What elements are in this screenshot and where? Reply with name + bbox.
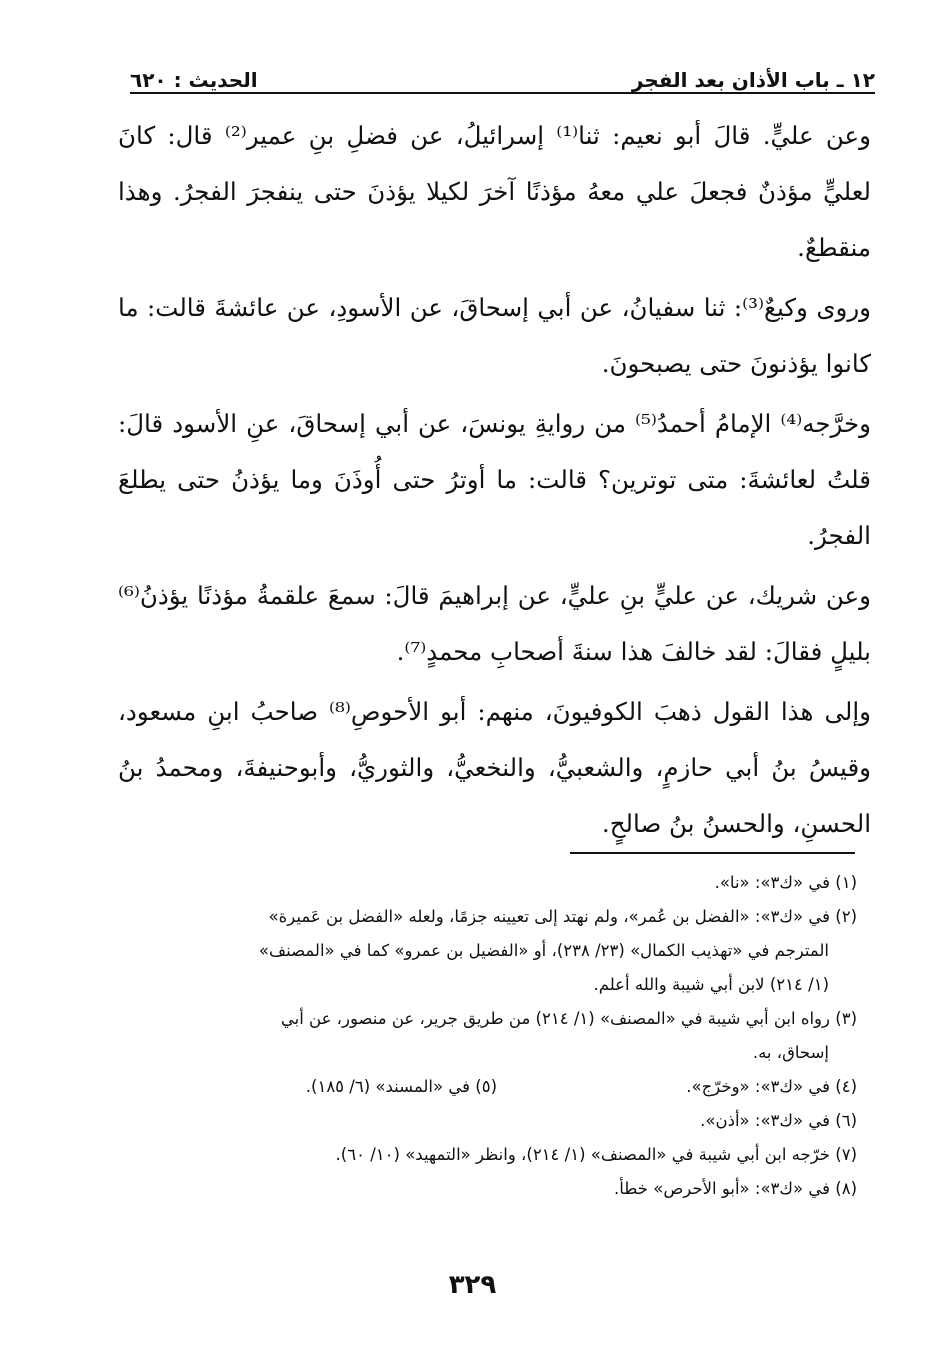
footnote-divider [570,852,855,854]
footnote-7: (٧) خرّجه ابن أبي شيبة في «المصنف» (١/ ٢١٤)، وانظر «التمهيد» (١٠/ ٦٠). [335,1145,857,1164]
paragraph-2: وروى وكيعٌ⁽³⁾: ثنا سفيانُ، عن أبي إسحاقَ، عن الأسودِ، عن عائشةَ قالت: ما كانوا يؤذنونَ حتى يصبحونَ. [118,293,871,378]
footnote-6: (٦) في «ك٣»: «أذن». [700,1111,857,1130]
paragraph-4: وعن شريك، عن عليٍّ بنِ عليٍّ، عن إبراهيمَ قالَ: سمعَ علقمةُ مؤذنًا يؤذنُ⁽⁶⁾ بليلٍ فقالَ: لقد خالفَ هذا سنةَ أصحابِ محمدٍ⁽⁷⁾. [118,581,871,666]
hadith-reference: الحديث : ٦٢٠ [130,68,258,92]
paragraph-3: وخرَّجه⁽⁴⁾ الإمامُ أحمدُ⁽⁵⁾ من روايةِ يونسَ، عن أبي إسحاقَ، عنِ الأسود قالَ: قلتُ لعائشةَ: متى توترين؟ قالت: ما أوترُ حتى أُوذَنَ وما يؤذنُ حتى يطلعَ الفجرُ. [118,409,872,550]
running-header [130,58,875,92]
footnote-8: (٨) في «ك٣»: «أبو الأحرص» خطأ. [614,1179,857,1198]
footnote-4: (٤) في «ك٣»: «وخرّج». [686,1077,857,1096]
chapter-title: ١٢ ـ باب الأذان بعد الفجر [631,68,875,92]
main-text [118,108,871,856]
footnote-2-line-3: (١/ ٢١٤) لابن أبي شيبة والله أعلم. [593,975,829,994]
page-number: ٣٢٩ [448,1270,497,1300]
footnote-5: (٥) في «المسند» (٦/ ١٨٥). [305,1077,497,1096]
footnote-3-line-2: إسحاق، به. [752,1043,829,1062]
paragraph-1: وعن عليٍّ. قالَ أبو نعيم: ثنا⁽¹⁾ إسرائيلُ، عن فضلِ بنِ عمير⁽²⁾ قال: كانَ لعليٍّ مؤذنٌ فجعلَ علي معهُ مؤذنًا آخرَ لكيلا يؤذنَ حتى ينفجرَ الفجرُ. وهذا منقطعٌ. [118,121,871,262]
footnote-2-line-1: (٢) في «ك٣»: «الفضل بن عُمر»، ولم نهتد إلى تعيينه جزمًا، ولعله «الفضل بن عَميرة» [268,907,857,926]
footnote-2-line-2: المترجم في «تهذيب الكمال» (٢٣/ ٢٣٨)، أو «الفضيل بن عمرو» كما في «المصنف» [258,941,829,960]
footnote-4-5-row [118,1070,857,1104]
header-divider [130,92,875,94]
paragraph-5: وإلى هذا القول ذهبَ الكوفيونَ، منهم: أبو الأحوصِ⁽⁸⁾ صاحبُ ابنِ مسعود، وقيسُ بنُ أبي حازمٍ، والشعبيُّ، والنخعيُّ، والثوريُّ، وأبوحنيفةَ، ومحمدُ بنُ الحسنِ، والحسنُ بنُ صالحٍ. [118,697,871,838]
footnote-1: (١) في «ك٣»: «نا». [714,873,857,892]
footnote-3-line-1: (٣) رواه ابن أبي شيبة في «المصنف» (١/ ٢١٤) من طريق جرير، عن منصور، عن أبي [280,1009,857,1028]
footnotes [118,866,857,1206]
